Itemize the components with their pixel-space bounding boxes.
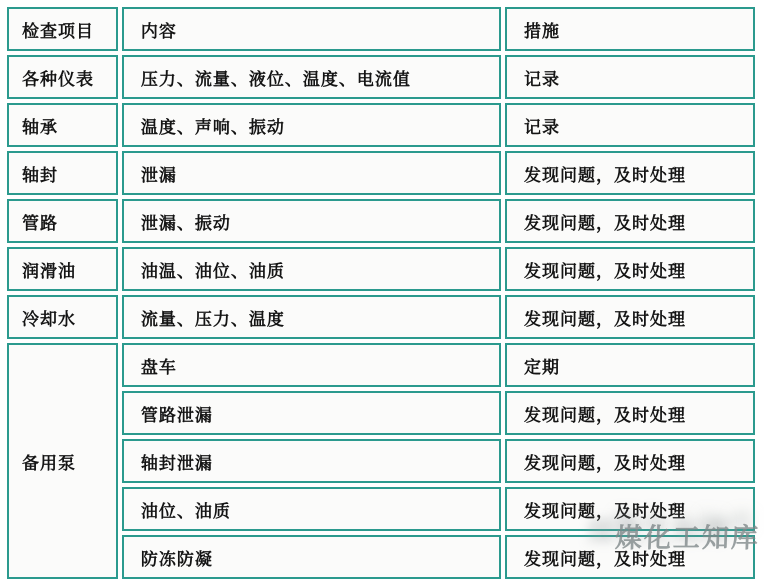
cell-action: 发现问题，及时处理 — [505, 535, 755, 579]
cell-action: 发现问题，及时处理 — [505, 391, 755, 435]
table-row — [7, 343, 755, 387]
cell-content: 泄漏、振动 — [122, 199, 501, 243]
inspection-table — [3, 3, 759, 583]
watermark: 煤化工知库 — [614, 523, 761, 553]
cell-content: 流量、压力、温度 — [122, 295, 501, 339]
cell-item: 冷却水 — [7, 295, 118, 339]
cell-action: 发现问题，及时处理 — [505, 487, 755, 531]
cell-content: 管路泄漏 — [122, 391, 501, 435]
cell-content: 轴封泄漏 — [122, 439, 501, 483]
cell-content: 油位、油质 — [122, 487, 501, 531]
header-cell-action: 措施 — [505, 7, 755, 51]
cell-item: 润滑油 — [7, 247, 118, 291]
cell-action: 发现问题，及时处理 — [505, 247, 755, 291]
cell-action: 定期 — [505, 343, 755, 387]
cell-action: 发现问题，及时处理 — [505, 151, 755, 195]
cell-content: 温度、声响、振动 — [122, 103, 501, 147]
cell-content: 盘车 — [122, 343, 501, 387]
cell-action: 记录 — [505, 55, 755, 99]
table-row — [7, 103, 755, 147]
table-row — [7, 487, 755, 531]
cell-content: 泄漏 — [122, 151, 501, 195]
cell-item: 轴承 — [7, 103, 118, 147]
table-row — [7, 439, 755, 483]
table-row — [7, 295, 755, 339]
cell-item: 各种仪表 — [7, 55, 118, 99]
cell-action: 发现问题，及时处理 — [505, 295, 755, 339]
table-row — [7, 247, 755, 291]
header-cell-content: 内容 — [122, 7, 501, 51]
table-row — [7, 151, 755, 195]
cell-action: 发现问题，及时处理 — [505, 199, 755, 243]
header-cell-item: 检查项目 — [7, 7, 118, 51]
cell-item: 管路 — [7, 199, 118, 243]
cell-content: 压力、流量、液位、温度、电流值 — [122, 55, 501, 99]
table-header-row — [7, 7, 755, 51]
cell-action: 记录 — [505, 103, 755, 147]
cell-item-spare-pump: 备用泵 — [7, 343, 118, 579]
table-row — [7, 55, 755, 99]
table-row — [7, 535, 755, 579]
cell-content: 防冻防凝 — [122, 535, 501, 579]
cell-item: 轴封 — [7, 151, 118, 195]
cell-content: 油温、油位、油质 — [122, 247, 501, 291]
table-row — [7, 199, 755, 243]
cell-action: 发现问题，及时处理 — [505, 439, 755, 483]
table-row — [7, 391, 755, 435]
